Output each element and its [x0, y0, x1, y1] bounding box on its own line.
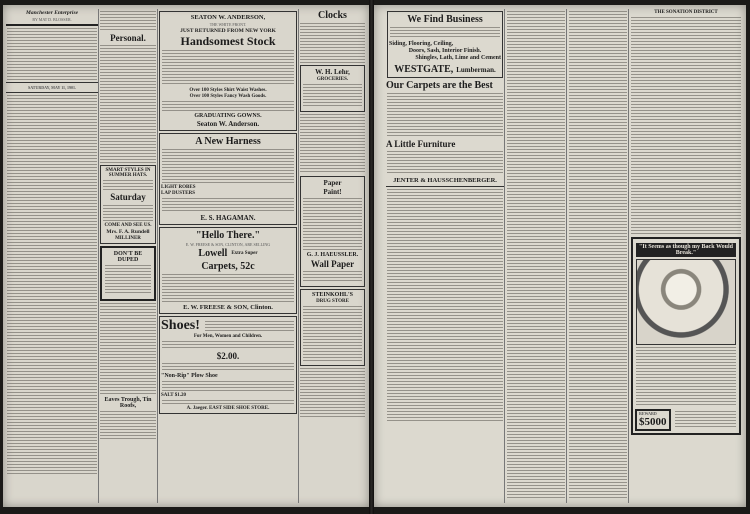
left-col-4	[299, 9, 366, 503]
dateline: SATURDAY, MAY 11, 1901.	[27, 85, 76, 90]
east-side-shoe-store: A. Jaeger. EAST SIDE SHOE STORE.	[186, 406, 270, 411]
our-carpets: Our Carpets are the Best	[386, 80, 493, 91]
right-col-3	[568, 9, 629, 503]
milliner-name: Mrs. F. A. Rundell	[106, 229, 150, 235]
left-col-2	[99, 9, 158, 503]
graduating-gowns: GRADUATING GOWNS.	[194, 113, 262, 119]
shingles: Shingles, Lath, Lime and Cement	[415, 55, 501, 61]
freese-clinton: E. W. FREESE & SON, Clinton.	[183, 304, 273, 311]
right-page	[374, 5, 746, 507]
plow-shoe: "Non-Rip" Plow Shoe	[161, 373, 218, 379]
milliner-title: MILLINER	[115, 236, 141, 241]
right-col-1	[386, 9, 505, 503]
steinkohl-ad	[300, 289, 365, 366]
eaves-trough: Eaves Trough, Tin Roofs,	[104, 397, 152, 409]
ad-headline: "It Seems as though my Back Would Break."	[636, 243, 736, 257]
men-women-children: For Men, Women and Children.	[193, 334, 263, 339]
reward-label: REWARD	[639, 411, 657, 416]
reward-amount: $5000	[639, 416, 667, 428]
wall-paper: Wall Paper	[310, 259, 355, 269]
hello-there: "Hello There."	[195, 230, 261, 241]
drug-store: DRUG STORE	[316, 299, 349, 304]
siding: Siding, Flooring, Ceiling,	[389, 41, 454, 47]
seaton-sub: THE WHITE FRONT.	[209, 22, 247, 27]
lumberman: Lumberman.	[456, 66, 496, 74]
personal-heading: Personal.	[110, 33, 146, 43]
paper: Paper	[323, 179, 342, 187]
byline: BY MAT D. BLOSSER.	[32, 17, 72, 22]
just-returned: JUST RETURNED FROM NEW YORK	[180, 28, 276, 34]
left-col-1	[6, 9, 99, 503]
freese-selling: E. W. FREESE & SON, CLINTON, ARE SELLING	[185, 242, 271, 247]
paint: Paint!	[323, 188, 342, 196]
clocks: Clocks	[318, 10, 347, 21]
medicine-ad	[631, 237, 741, 435]
hats-ad	[100, 165, 156, 244]
left-col-3	[158, 9, 299, 503]
paint-ad	[300, 176, 365, 287]
new-harness: A New Harness	[195, 136, 261, 147]
carpets-ad	[159, 227, 297, 314]
handsomest-stock: Handsomest Stock	[180, 34, 276, 48]
we-find-business: We Find Business	[407, 14, 483, 25]
come-and-see: COME AND SEE US.	[104, 223, 152, 228]
waist-washes: Over 100 Styles Shirt Waist Washes.	[189, 88, 267, 93]
little-furniture: A Little Furniture	[386, 139, 456, 149]
sonation-district: THE SONATION DISTRICT	[654, 10, 718, 15]
shoe-price: $2.00.	[216, 351, 240, 361]
doors: Doors, Sash, Interior Finish.	[408, 48, 482, 54]
lehr-name: W. H. Lehr,	[315, 68, 350, 76]
dont-be-duped: DON'T BE DUPED	[113, 251, 143, 263]
right-col-4	[630, 9, 742, 503]
hagaman: E. S. HAGAMAN.	[200, 214, 256, 222]
lehr-groceries: GROCERIES.	[316, 77, 349, 82]
jenter: JENTER & HAUSSCHENBERGER.	[393, 177, 497, 184]
westgate: WESTGATE,	[394, 64, 454, 75]
dont-be-duped-ad	[100, 246, 156, 301]
wash-goods: Over 100 Styles Fancy Wash Goods.	[189, 94, 267, 99]
carpets-price: Carpets, 52c	[201, 261, 255, 272]
lap-dusters: LAP DUSTERS	[161, 191, 196, 196]
lehr-ad	[300, 65, 365, 112]
seaton-name: SEATON W. ANDERSON,	[190, 14, 266, 21]
light-robes: LIGHT ROBES	[161, 185, 196, 190]
shoes-ad	[159, 316, 297, 414]
salt-price: SALT $1.20	[161, 393, 187, 398]
lowell-extra: Extra Super	[231, 251, 258, 256]
haeussler: G. J. HAEUSSLER.	[306, 252, 359, 258]
woman-illustration	[636, 259, 736, 345]
shoes: Shoes!	[161, 318, 200, 333]
smart-styles: SMART STYLES IN SUMMER HATS.	[105, 168, 151, 178]
lowell: Lowell	[198, 248, 228, 259]
lumber-ad	[387, 11, 503, 78]
right-col-2	[506, 9, 567, 503]
left-page	[3, 5, 369, 507]
harness-ad	[159, 133, 297, 225]
saturday: Saturday	[110, 192, 146, 202]
masthead: Manchester Enterprise	[25, 10, 79, 16]
seaton-signature: Seaton W. Anderson.	[196, 120, 260, 128]
seaton-ad	[159, 11, 297, 131]
steinkohl: STEINKOHL'S	[311, 292, 353, 298]
